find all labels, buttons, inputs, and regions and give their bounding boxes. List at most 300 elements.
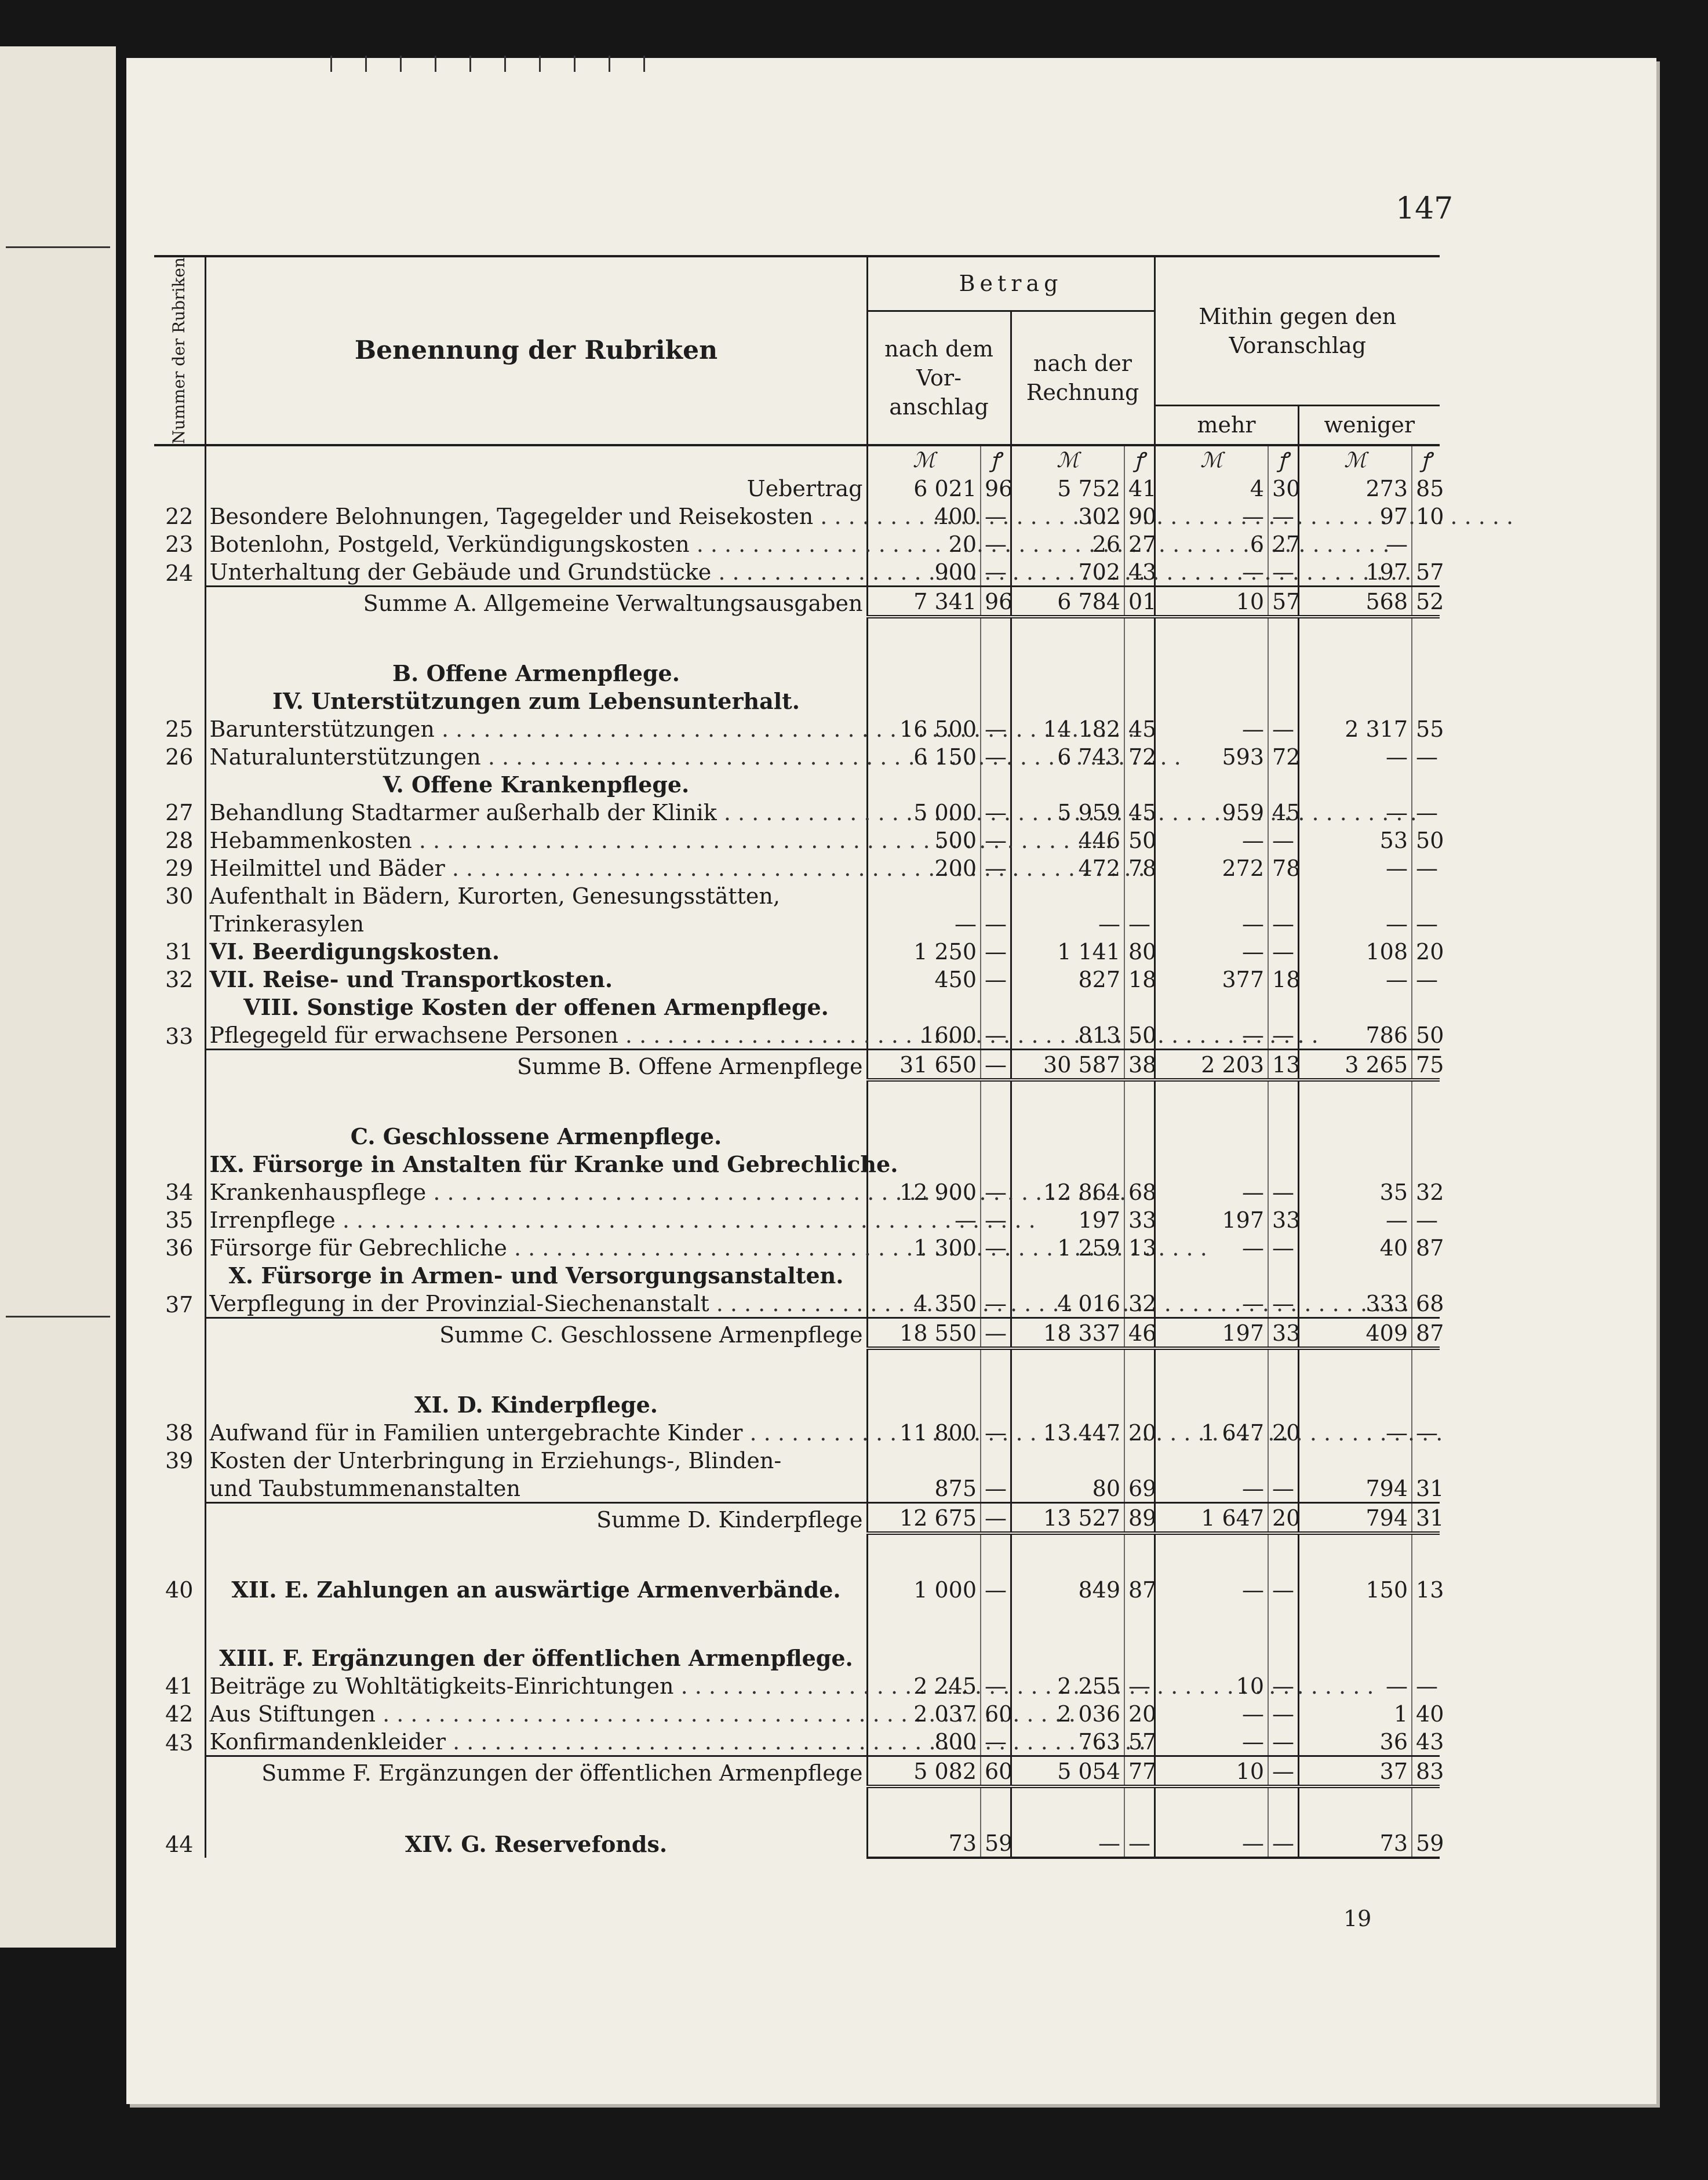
row-description: Unterhaltung der Gebäude und Grundstücke (209, 559, 712, 585)
amount-v_m: 73 (867, 1829, 981, 1858)
row-number: 32 (165, 967, 194, 993)
amount-r_p (1124, 1644, 1155, 1672)
amount-w_m: 2 317 (1298, 715, 1412, 743)
amount-me_m: 593 (1155, 743, 1268, 770)
row-number (154, 659, 205, 687)
amount-me_p (1268, 770, 1298, 798)
amount-v_m: 900 (867, 558, 981, 587)
row-description: Verpflegung in der Provinzial-Siechenanstalt (209, 1291, 709, 1317)
row-description: IX. Fürsorge in Anstalten für Kranke und Gebrechliche. (209, 1151, 898, 1178)
amount-v_m: 800 (867, 1727, 981, 1756)
amount-v_m (867, 993, 981, 1021)
amount-w_m (1298, 687, 1412, 715)
amount-me_m: 10 (1155, 587, 1268, 617)
amount-v_m: 31 650 (867, 1050, 981, 1080)
amount-w_p (1412, 1261, 1440, 1289)
amount-r_m: 2 255 (1011, 1672, 1124, 1699)
amount-me_m: — (1155, 826, 1268, 854)
sum-row (154, 1050, 1440, 1080)
row-number (154, 1474, 205, 1503)
amount-r_m: 446 (1011, 826, 1124, 854)
amount-me_m: — (1155, 715, 1268, 743)
amount-w_m: — (1298, 1418, 1412, 1446)
amount-v_m: 200 (867, 854, 981, 882)
amount-r_p: 90 (1124, 502, 1155, 530)
amount-r_p (1124, 659, 1155, 687)
amount-me_m: — (1155, 1829, 1268, 1858)
amount-w_m: — (1298, 909, 1412, 937)
amount-r_p: 45 (1124, 715, 1155, 743)
amount-r_p: 77 (1124, 1756, 1155, 1787)
amount-me_m (1155, 659, 1268, 687)
section-heading-row (154, 1261, 1440, 1289)
row-number (154, 587, 205, 617)
amount-v_p: — (981, 1233, 1011, 1261)
amount-w_p: — (1412, 1418, 1440, 1446)
sum-row (154, 1503, 1440, 1534)
amount-w_m: 150 (1298, 1575, 1412, 1603)
amount-v_p: — (981, 1206, 1011, 1233)
table-row (154, 909, 1440, 937)
row-description: Beiträge zu Wohltätigkeits-Einrichtungen (209, 1673, 674, 1699)
amount-r_p: 50 (1124, 1021, 1155, 1050)
amount-w_m: 786 (1298, 1021, 1412, 1050)
row-description: Summe A. Allgemeine Verwaltungsausgaben (363, 591, 863, 617)
amount-r_m: 197 (1011, 1206, 1124, 1233)
amount-w_p: 10 (1412, 502, 1440, 530)
amount-v_p: — (981, 1727, 1011, 1756)
amount-w_m: 273 (1298, 474, 1412, 502)
row-number: 28 (165, 828, 194, 854)
amount-v_m (867, 687, 981, 715)
row-description: Kosten der Unterbringung in Erziehungs-, Blinden- (209, 1448, 782, 1474)
row-number: 30 (165, 883, 194, 909)
row-description: Konfirmandenkleider (209, 1729, 446, 1755)
amount-w_p (1412, 882, 1440, 909)
amount-me_p: — (1268, 1699, 1298, 1727)
row-number: 31 (165, 939, 194, 965)
amount-me_m: — (1155, 1178, 1268, 1206)
amount-w_p: 13 (1412, 1575, 1440, 1603)
amount-v_p: 60 (981, 1699, 1011, 1727)
amount-me_p: — (1268, 502, 1298, 530)
amount-v_m (867, 770, 981, 798)
row-description: Summe F. Ergänzungen der öffentlichen Armenpflege (261, 1760, 863, 1786)
amount-v_p (981, 1391, 1011, 1418)
amount-r_m: 13 527 (1011, 1503, 1124, 1534)
amount-w_m: 794 (1298, 1474, 1412, 1503)
amount-r_p: 80 (1124, 937, 1155, 965)
leader-dots (711, 559, 1411, 585)
amount-v_p (981, 770, 1011, 798)
amount-v_m: 500 (867, 826, 981, 854)
amount-r_m (1011, 1150, 1124, 1178)
amount-r_m: 2 036 (1011, 1699, 1124, 1727)
row-description: IV. Unterstützungen zum Lebensunterhalt. (272, 688, 800, 715)
amount-me_m: 4 (1155, 474, 1268, 502)
amount-w_m: — (1298, 530, 1412, 558)
header-name-column: Benennung der Rubriken (205, 256, 867, 445)
amount-v_m: 7 341 (867, 587, 981, 617)
amount-v_m (867, 1391, 981, 1418)
row-number: 22 (165, 504, 194, 530)
table-row (154, 715, 1440, 743)
amount-me_m: 10 (1155, 1756, 1268, 1787)
amount-v_m (867, 659, 981, 687)
amount-w_m: — (1298, 743, 1412, 770)
amount-r_m: 302 (1011, 502, 1124, 530)
amount-me_m (1155, 1644, 1268, 1672)
amount-w_p: 68 (1412, 1289, 1440, 1318)
amount-r_m: — (1011, 909, 1124, 937)
row-number: 23 (165, 532, 194, 558)
amount-v_p (981, 1122, 1011, 1150)
amount-v_m: 2 037 (867, 1699, 981, 1727)
row-number (154, 993, 205, 1021)
amount-me_p: 13 (1268, 1050, 1298, 1080)
amount-me_p: — (1268, 715, 1298, 743)
amount-me_p: 72 (1268, 743, 1298, 770)
amount-w_m (1298, 1261, 1412, 1289)
amount-w_p: — (1412, 854, 1440, 882)
amount-r_p: — (1124, 1672, 1155, 1699)
amount-me_m: — (1155, 1727, 1268, 1756)
row-description: Aus Stiftungen (209, 1701, 376, 1727)
amount-r_p (1124, 1261, 1155, 1289)
amount-me_m (1155, 1391, 1268, 1418)
amount-r_p: — (1124, 909, 1155, 937)
table-row (154, 965, 1440, 993)
amount-w_p (1412, 659, 1440, 687)
amount-w_p (1412, 993, 1440, 1021)
amount-r_m (1011, 993, 1124, 1021)
amount-v_p: — (981, 909, 1011, 937)
amount-w_m (1298, 1150, 1412, 1178)
amount-v_m (867, 1261, 981, 1289)
amount-v_m: 5 000 (867, 798, 981, 826)
row-description: Summe B. Offene Armenpflege (517, 1054, 863, 1080)
table-row (154, 502, 1440, 530)
section-heading-row (154, 770, 1440, 798)
row-description: Barunterstützungen (209, 716, 435, 743)
amount-r_p: 50 (1124, 826, 1155, 854)
amount-v_p (981, 1150, 1011, 1178)
row-description: XI. D. Kinderpflege. (414, 1392, 658, 1418)
amount-me_p: — (1268, 1289, 1298, 1318)
spacer-row (154, 1348, 1440, 1391)
amount-me_m: — (1155, 502, 1268, 530)
header-mehr: mehr (1155, 405, 1298, 445)
amount-r_p: 69 (1124, 1474, 1155, 1503)
amount-me_m (1155, 687, 1268, 715)
amount-v_m (867, 882, 981, 909)
amount-v_p: — (981, 1021, 1011, 1050)
amount-me_m (1155, 1261, 1268, 1289)
amount-me_p: — (1268, 826, 1298, 854)
amount-r_p: 78 (1124, 854, 1155, 882)
amount-r_p (1124, 1391, 1155, 1418)
table-row (154, 854, 1440, 882)
row-description: VIII. Sonstige Kosten der offenen Armenpflege. (243, 994, 829, 1021)
row-description: Hebammenkosten (209, 828, 412, 854)
amount-w_m: 108 (1298, 937, 1412, 965)
row-description: C. Geschlossene Armenpflege. (350, 1123, 722, 1150)
amount-me_p (1268, 1446, 1298, 1474)
amount-w_p (1412, 530, 1440, 558)
amount-w_m: 333 (1298, 1289, 1412, 1318)
amount-w_m: — (1298, 798, 1412, 826)
amount-v_m: 11 800 (867, 1418, 981, 1446)
amount-v_m (867, 1644, 981, 1672)
amount-v_p: — (981, 1178, 1011, 1206)
section-heading-row (154, 993, 1440, 1021)
amount-w_m: 36 (1298, 1727, 1412, 1756)
amount-r_p: 87 (1124, 1575, 1155, 1603)
row-description: XIII. F. Ergänzungen der öffentlichen Armenpflege. (219, 1645, 853, 1672)
amount-w_p (1412, 1150, 1440, 1178)
amount-w_m: 3 265 (1298, 1050, 1412, 1080)
amount-r_p: 46 (1124, 1318, 1155, 1349)
amount-v_p: 96 (981, 587, 1011, 617)
amount-w_p: — (1412, 798, 1440, 826)
amount-w_p: 83 (1412, 1756, 1440, 1787)
amount-r_p: 38 (1124, 1050, 1155, 1080)
row-number: 24 (165, 560, 194, 586)
amount-w_m (1298, 882, 1412, 909)
amount-w_m: 197 (1298, 558, 1412, 587)
section-heading-row (154, 1391, 1440, 1418)
row-description: Heilmittel und Bäder (209, 856, 445, 882)
amount-v_p: — (981, 826, 1011, 854)
amount-w_m: 97 (1298, 502, 1412, 530)
row-description: XII. E. Zahlungen an auswärtige Armenverbände. (231, 1577, 841, 1603)
spacer-row (154, 1786, 1440, 1829)
amount-v_p: — (981, 1318, 1011, 1349)
amount-me_p: 30 (1268, 474, 1298, 502)
leader-dots (445, 856, 1145, 881)
sum-row (154, 1318, 1440, 1349)
amount-r_p: 68 (1124, 1178, 1155, 1206)
amount-w_m (1298, 770, 1412, 798)
leader-dots (426, 1180, 1126, 1205)
row-number (154, 474, 205, 502)
row-number: 39 (165, 1448, 194, 1474)
amount-v_p (981, 1261, 1011, 1289)
row-number (154, 1122, 205, 1150)
table-row (154, 1289, 1440, 1318)
amount-me_p: — (1268, 1727, 1298, 1756)
amount-v_p: — (981, 937, 1011, 965)
amount-w_p: 85 (1412, 474, 1440, 502)
amount-r_m: 472 (1011, 854, 1124, 882)
amount-w_p: — (1412, 743, 1440, 770)
amount-r_m: 1 259 (1011, 1233, 1124, 1261)
amount-v_m: 4 350 (867, 1289, 981, 1318)
amount-v_p: — (981, 502, 1011, 530)
row-description: Besondere Belohnungen, Tagegelder und Reisekosten (209, 504, 814, 530)
row-description: VII. Reise- und Transportkosten. (209, 966, 613, 993)
amount-v_m: — (867, 1206, 981, 1233)
amount-me_m (1155, 993, 1268, 1021)
table-row (154, 743, 1440, 770)
table-row (154, 558, 1440, 587)
amount-v_m: 12 900 (867, 1178, 981, 1206)
amount-w_p: 31 (1412, 1503, 1440, 1534)
leader-dots (336, 1207, 1036, 1233)
spacer-row (154, 1603, 1440, 1644)
amount-w_m: 37 (1298, 1756, 1412, 1787)
amount-me_p (1268, 1150, 1298, 1178)
amount-v_p (981, 687, 1011, 715)
amount-me_m: 2 203 (1155, 1050, 1268, 1080)
amount-me_p (1268, 687, 1298, 715)
amount-v_p: 96 (981, 474, 1011, 502)
amount-v_p (981, 1644, 1011, 1672)
leader-dots (412, 828, 1112, 853)
amount-v_m: 2 245 (867, 1672, 981, 1699)
amount-r_m (1011, 770, 1124, 798)
amount-v_p (981, 1446, 1011, 1474)
amount-me_p: 20 (1268, 1503, 1298, 1534)
amount-w_m: 409 (1298, 1318, 1412, 1349)
amount-v_m: 20 (867, 530, 981, 558)
amount-v_p (981, 993, 1011, 1021)
amount-me_p (1268, 1261, 1298, 1289)
row-number: 42 (165, 1701, 194, 1727)
amount-me_m: — (1155, 909, 1268, 937)
amount-me_m (1155, 1446, 1268, 1474)
row-number (154, 687, 205, 715)
amount-me_p: — (1268, 558, 1298, 587)
amount-w_m: 53 (1298, 826, 1412, 854)
amount-me_m: — (1155, 1699, 1268, 1727)
amount-v_m: 450 (867, 965, 981, 993)
amount-me_p: 27 (1268, 530, 1298, 558)
table-row (154, 1178, 1440, 1206)
table-row (154, 798, 1440, 826)
table-row (154, 1575, 1440, 1603)
amount-me_p: — (1268, 1575, 1298, 1603)
amount-r_p: — (1124, 1829, 1155, 1858)
amount-me_p (1268, 882, 1298, 909)
amount-me_m (1155, 1122, 1268, 1150)
amount-me_m: 1 647 (1155, 1418, 1268, 1446)
amount-me_p: — (1268, 1233, 1298, 1261)
amount-w_p: 57 (1412, 558, 1440, 587)
amount-w_p: 50 (1412, 826, 1440, 854)
amount-me_m: 377 (1155, 965, 1268, 993)
table-row (154, 1206, 1440, 1233)
amount-r_m: — (1011, 1829, 1124, 1858)
amount-v_m: 1600 (867, 1021, 981, 1050)
amount-w_p: 32 (1412, 1178, 1440, 1206)
row-number (154, 1150, 205, 1178)
amount-w_p: — (1412, 909, 1440, 937)
amount-me_p: 78 (1268, 854, 1298, 882)
header-rechnung: nach der Rechnung (1011, 311, 1155, 445)
amount-w_p: 20 (1412, 937, 1440, 965)
amount-v_p (981, 882, 1011, 909)
amount-me_m: 272 (1155, 854, 1268, 882)
section-heading-row (154, 1150, 1440, 1178)
amount-w_p: 87 (1412, 1233, 1440, 1261)
amount-r_p: 72 (1124, 743, 1155, 770)
amount-me_p: — (1268, 1672, 1298, 1699)
row-number (154, 1644, 205, 1672)
amount-w_m: 794 (1298, 1503, 1412, 1534)
amount-r_p: 20 (1124, 1699, 1155, 1727)
amount-r_m: 763 (1011, 1727, 1124, 1756)
amount-w_p: — (1412, 965, 1440, 993)
sheet-number: 19 (1343, 1906, 1372, 1931)
header-betrag: Betrag (867, 256, 1155, 311)
amount-r_p: 57 (1124, 1727, 1155, 1756)
amount-r_p (1124, 993, 1155, 1021)
amount-r_p: 45 (1124, 798, 1155, 826)
leader-dots (446, 1729, 1146, 1755)
amount-r_p (1124, 1150, 1155, 1178)
table-row (154, 1418, 1440, 1446)
header-mithin: Mithin gegen den Voranschlag (1155, 256, 1440, 405)
amount-me_m (1155, 1150, 1268, 1178)
amount-w_p: 43 (1412, 1727, 1440, 1756)
amount-r_m (1011, 1391, 1124, 1418)
amount-me_m: — (1155, 1474, 1268, 1503)
amount-r_m: 14 182 (1011, 715, 1124, 743)
amount-me_p: 57 (1268, 587, 1298, 617)
table-row (154, 474, 1440, 502)
amount-me_m: 6 (1155, 530, 1268, 558)
amount-r_m (1011, 1446, 1124, 1474)
amount-w_p (1412, 770, 1440, 798)
amount-v_m: 6 150 (867, 743, 981, 770)
amount-v_p: — (981, 1418, 1011, 1446)
sum-row (154, 587, 1440, 617)
amount-w_m (1298, 1122, 1412, 1150)
row-description: Botenlohn, Postgeld, Verkündigungskosten (209, 532, 690, 558)
amount-w_p (1412, 1122, 1440, 1150)
amount-me_p: 33 (1268, 1318, 1298, 1349)
row-number: 29 (165, 856, 194, 882)
row-number (154, 1503, 205, 1534)
amount-me_p (1268, 1644, 1298, 1672)
row-description: XIV. G. Reservefonds. (405, 1831, 668, 1858)
amount-w_m (1298, 659, 1412, 687)
table-row (154, 1021, 1440, 1050)
amount-me_p: — (1268, 1474, 1298, 1503)
amount-w_p: 55 (1412, 715, 1440, 743)
spacer-row (154, 1533, 1440, 1575)
amount-r_m: 5 752 (1011, 474, 1124, 502)
amount-r_m: 12 864 (1011, 1178, 1124, 1206)
amount-me_p: — (1268, 1756, 1298, 1787)
amount-r_m (1011, 659, 1124, 687)
amount-me_p: — (1268, 937, 1298, 965)
amount-me_m: — (1155, 558, 1268, 587)
amount-r_m: 813 (1011, 1021, 1124, 1050)
amount-r_p (1124, 1122, 1155, 1150)
amount-v_m: 5 082 (867, 1756, 981, 1787)
amount-v_m (867, 1122, 981, 1150)
amount-v_p: — (981, 530, 1011, 558)
amount-r_p: 13 (1124, 1233, 1155, 1261)
amount-r_m: 827 (1011, 965, 1124, 993)
amount-r_m: 18 337 (1011, 1318, 1124, 1349)
row-number: 43 (165, 1730, 194, 1756)
amount-r_p (1124, 882, 1155, 909)
row-number (154, 1391, 205, 1418)
amount-v_m: 16 500 (867, 715, 981, 743)
